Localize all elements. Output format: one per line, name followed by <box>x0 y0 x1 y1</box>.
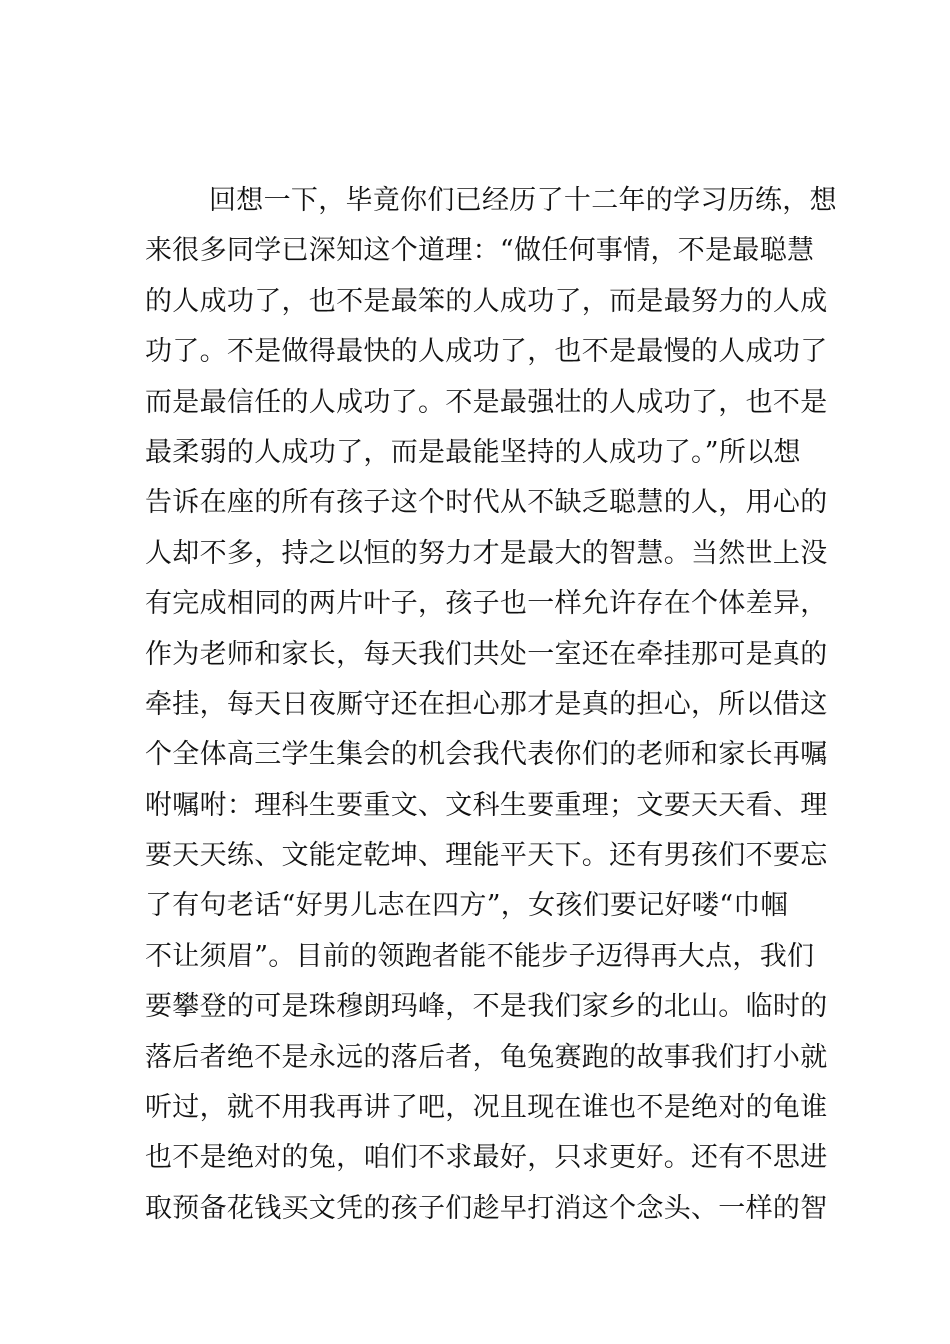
text-line: 人却不多，持之以恒的努力才是最大的智慧。当然世上没 <box>145 537 828 569</box>
text-line: 咐嘱咐：理科生要重文、文科生要重理；文要天天看、理 <box>145 789 828 821</box>
text-line: 落后者绝不是永远的落后者，龟兔赛跑的故事我们打小就 <box>145 1041 828 1073</box>
text-line: 牵挂，每天日夜厮守还在担心那才是真的担心，所以借这 <box>145 688 828 720</box>
text-line: 取预备花钱买文凭的孩子们趁早打消这个念头、一样的智 <box>145 1192 828 1224</box>
text-line: 回想一下，毕竟你们已经历了十二年的学习历练，想 <box>209 185 837 216</box>
text-line: 的人成功了，也不是最笨的人成功了，而是最努力的人成 <box>145 285 828 317</box>
text-line: 不让须眉”。目前的领跑者能不能步子迈得再大点，我们 <box>145 940 815 972</box>
text-line: 要攀登的可是珠穆朗玛峰，不是我们家乡的北山。临时的 <box>145 991 828 1023</box>
text-line: 要天天练、文能定乾坤、理能平天下。还有男孩们不要忘 <box>145 840 828 872</box>
text-line: 有完成相同的两片叶子，孩子也一样允许存在个体差异， <box>145 588 828 620</box>
text-line: 作为老师和家长，每天我们共处一室还在牵挂那可是真的 <box>145 638 828 670</box>
text-line: 个全体高三学生集会的机会我代表你们的老师和家长再嘱 <box>145 739 828 771</box>
text-line: 功了。不是做得最快的人成功了，也不是最慢的人成功了 <box>145 336 828 368</box>
text-line: 最柔弱的人成功了，而是最能坚持的人成功了。”所以想 <box>145 436 801 468</box>
text-line: 也不是绝对的兔，咱们不求最好，只求更好。还有不思进 <box>145 1142 828 1174</box>
text-line: 听过，就不用我再讲了吧，况且现在谁也不是绝对的龟谁 <box>145 1092 828 1124</box>
text-line: 来很多同学已深知这个道理：“做任何事情，不是最聪慧 <box>145 235 815 267</box>
text-line: 而是最信任的人成功了。不是最强壮的人成功了，也不是 <box>145 386 828 418</box>
text-line: 告诉在座的所有孩子这个时代从不缺乏聪慧的人，用心的 <box>145 487 828 519</box>
text-line: 了有句老话“好男儿志在四方”，女孩们要记好喽“巾帼 <box>145 890 788 922</box>
body-paragraph <box>145 176 837 1234</box>
